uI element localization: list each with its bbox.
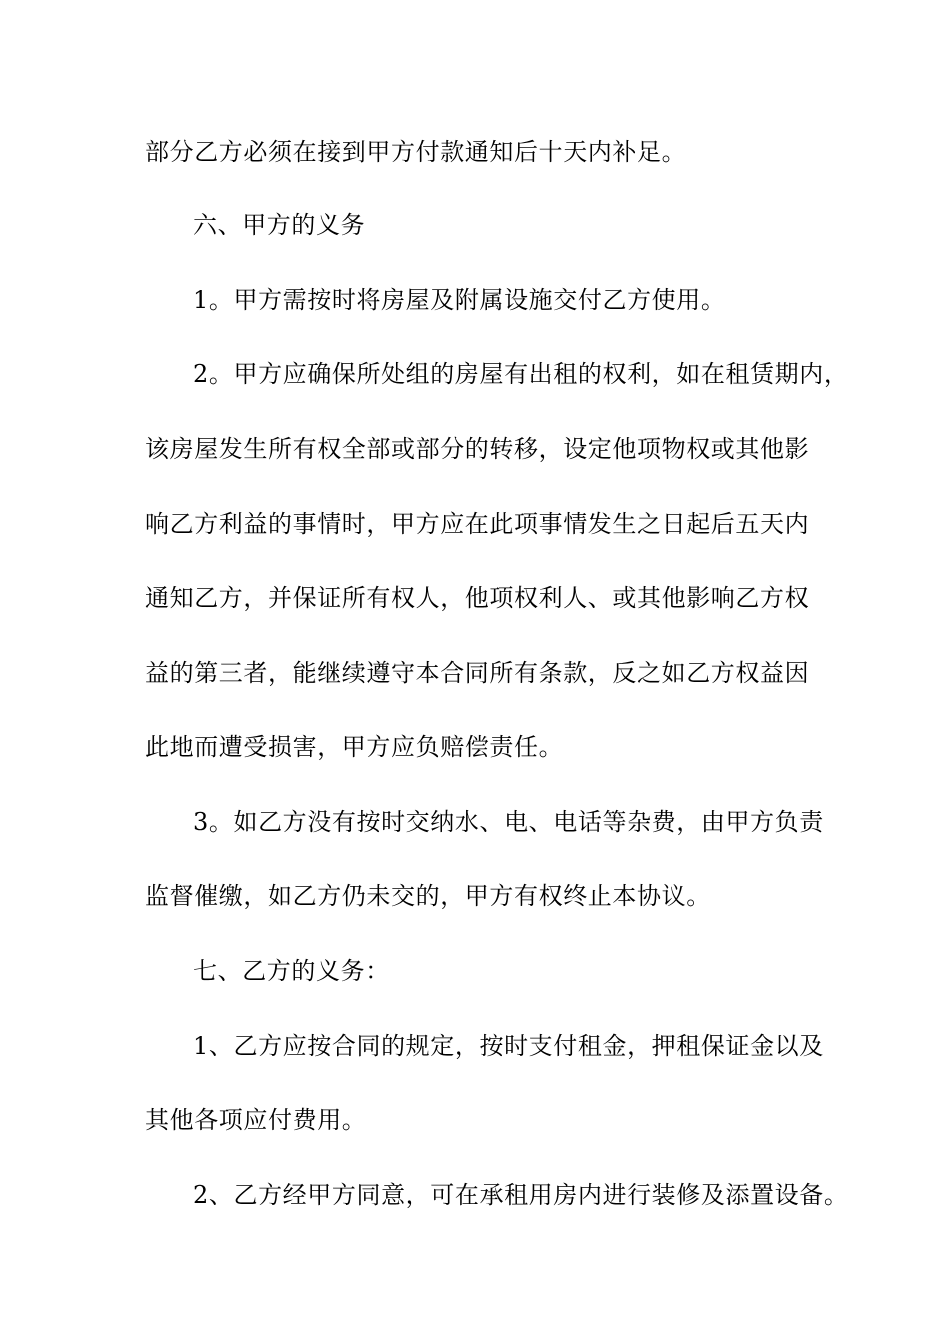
text-line: 部分乙方必须在接到甲方付款通知后十天内补足。 (145, 138, 687, 166)
section-heading: 七、乙方的义务： (193, 957, 390, 985)
text-line: 通知乙方，并保证所有权人，他项权利人、或其他影响乙方权 (145, 584, 810, 612)
text-line: 1。甲方需按时将房屋及附属设施交付乙方使用。 (193, 286, 726, 314)
text-line: 2、乙方经甲方同意，可在承租用房内进行装修及添置设备。 (193, 1181, 849, 1209)
text-line: 2。甲方应确保所处组的房屋有出租的权利，如在租赁期内， (193, 360, 849, 388)
text-line: 3。如乙方没有按时交纳水、电、电话等杂费，由甲方负责 (193, 808, 824, 836)
section-heading: 六、甲方的义务 (193, 211, 366, 239)
text-line: 此地而遭受损害，甲方应负赔偿责任。 (145, 733, 564, 761)
text-line: 益的第三者，能继续遵守本合同所有条款，反之如乙方权益因 (145, 659, 810, 687)
text-line: 该房屋发生所有权全部或部分的转移，设定他项物权或其他影 (145, 435, 810, 463)
text-line: 1、乙方应按合同的规定，按时支付租金，押租保证金以及 (193, 1032, 824, 1060)
text-line: 监督催缴，如乙方仍未交的，甲方有权终止本协议。 (145, 882, 711, 910)
text-line: 响乙方利益的事情时，甲方应在此项事情发生之日起后五天内 (145, 510, 810, 538)
text-line: 其他各项应付费用。 (145, 1106, 367, 1134)
